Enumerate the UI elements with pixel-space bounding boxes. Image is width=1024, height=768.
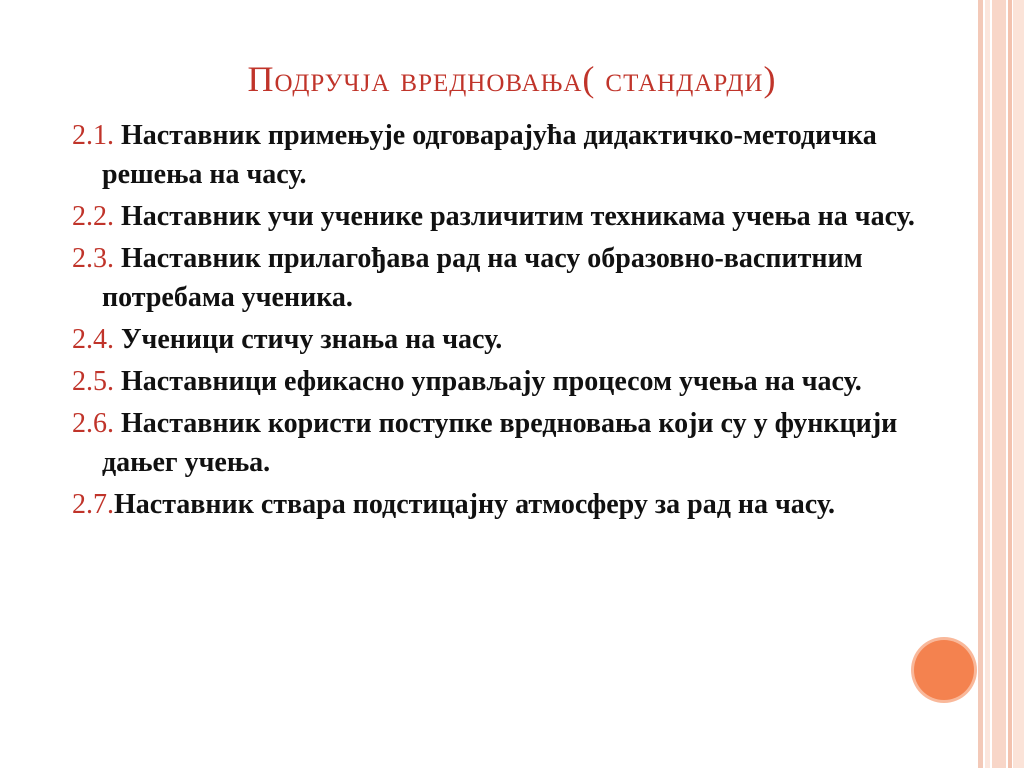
list-item: [72, 116, 972, 194]
decorative-stripe: [978, 0, 983, 768]
decorative-stripe: [1013, 0, 1024, 768]
decorative-circle-icon: [914, 640, 974, 700]
decorative-stripe: [985, 0, 990, 768]
item-text: Наставници ефикасно управљају процесом учења на часу.: [121, 366, 862, 397]
decorative-stripe: [1008, 0, 1012, 768]
item-text: Наставник примењује одговарајућа дидактичко-методичка решења на часу.: [102, 120, 877, 190]
list-item: [72, 485, 972, 524]
item-text: Ученици стичу знања на часу.: [121, 324, 503, 355]
item-number: 2.2.: [72, 201, 121, 232]
list-item: [72, 404, 972, 482]
slide-title: Подручја вредновања( стандарди): [247, 59, 777, 99]
item-number: 2.1.: [72, 120, 121, 151]
item-number: 2.5.: [72, 366, 121, 397]
item-number: 2.6.: [72, 408, 121, 439]
item-text: Наставник учи ученике различитим техникама учења на часу.: [121, 201, 915, 232]
list-item: [72, 239, 972, 317]
list-item: [72, 197, 972, 236]
list-item: [72, 362, 972, 401]
item-number: 2.3.: [72, 243, 121, 274]
standards-list: [72, 116, 972, 527]
item-number: 2.7.: [72, 489, 114, 520]
item-text: Наставник користи поступке вредновања који су у функцији дањег учења.: [102, 408, 898, 478]
list-item: [72, 320, 972, 359]
item-number: 2.4.: [72, 324, 121, 355]
decorative-stripe: [992, 0, 1006, 768]
item-text: Наставник прилагођава рад на часу образовно-васпитним потребама ученика.: [102, 243, 863, 313]
item-text: Наставник ствара подстицајну атмосферу за рад на часу.: [114, 489, 836, 520]
